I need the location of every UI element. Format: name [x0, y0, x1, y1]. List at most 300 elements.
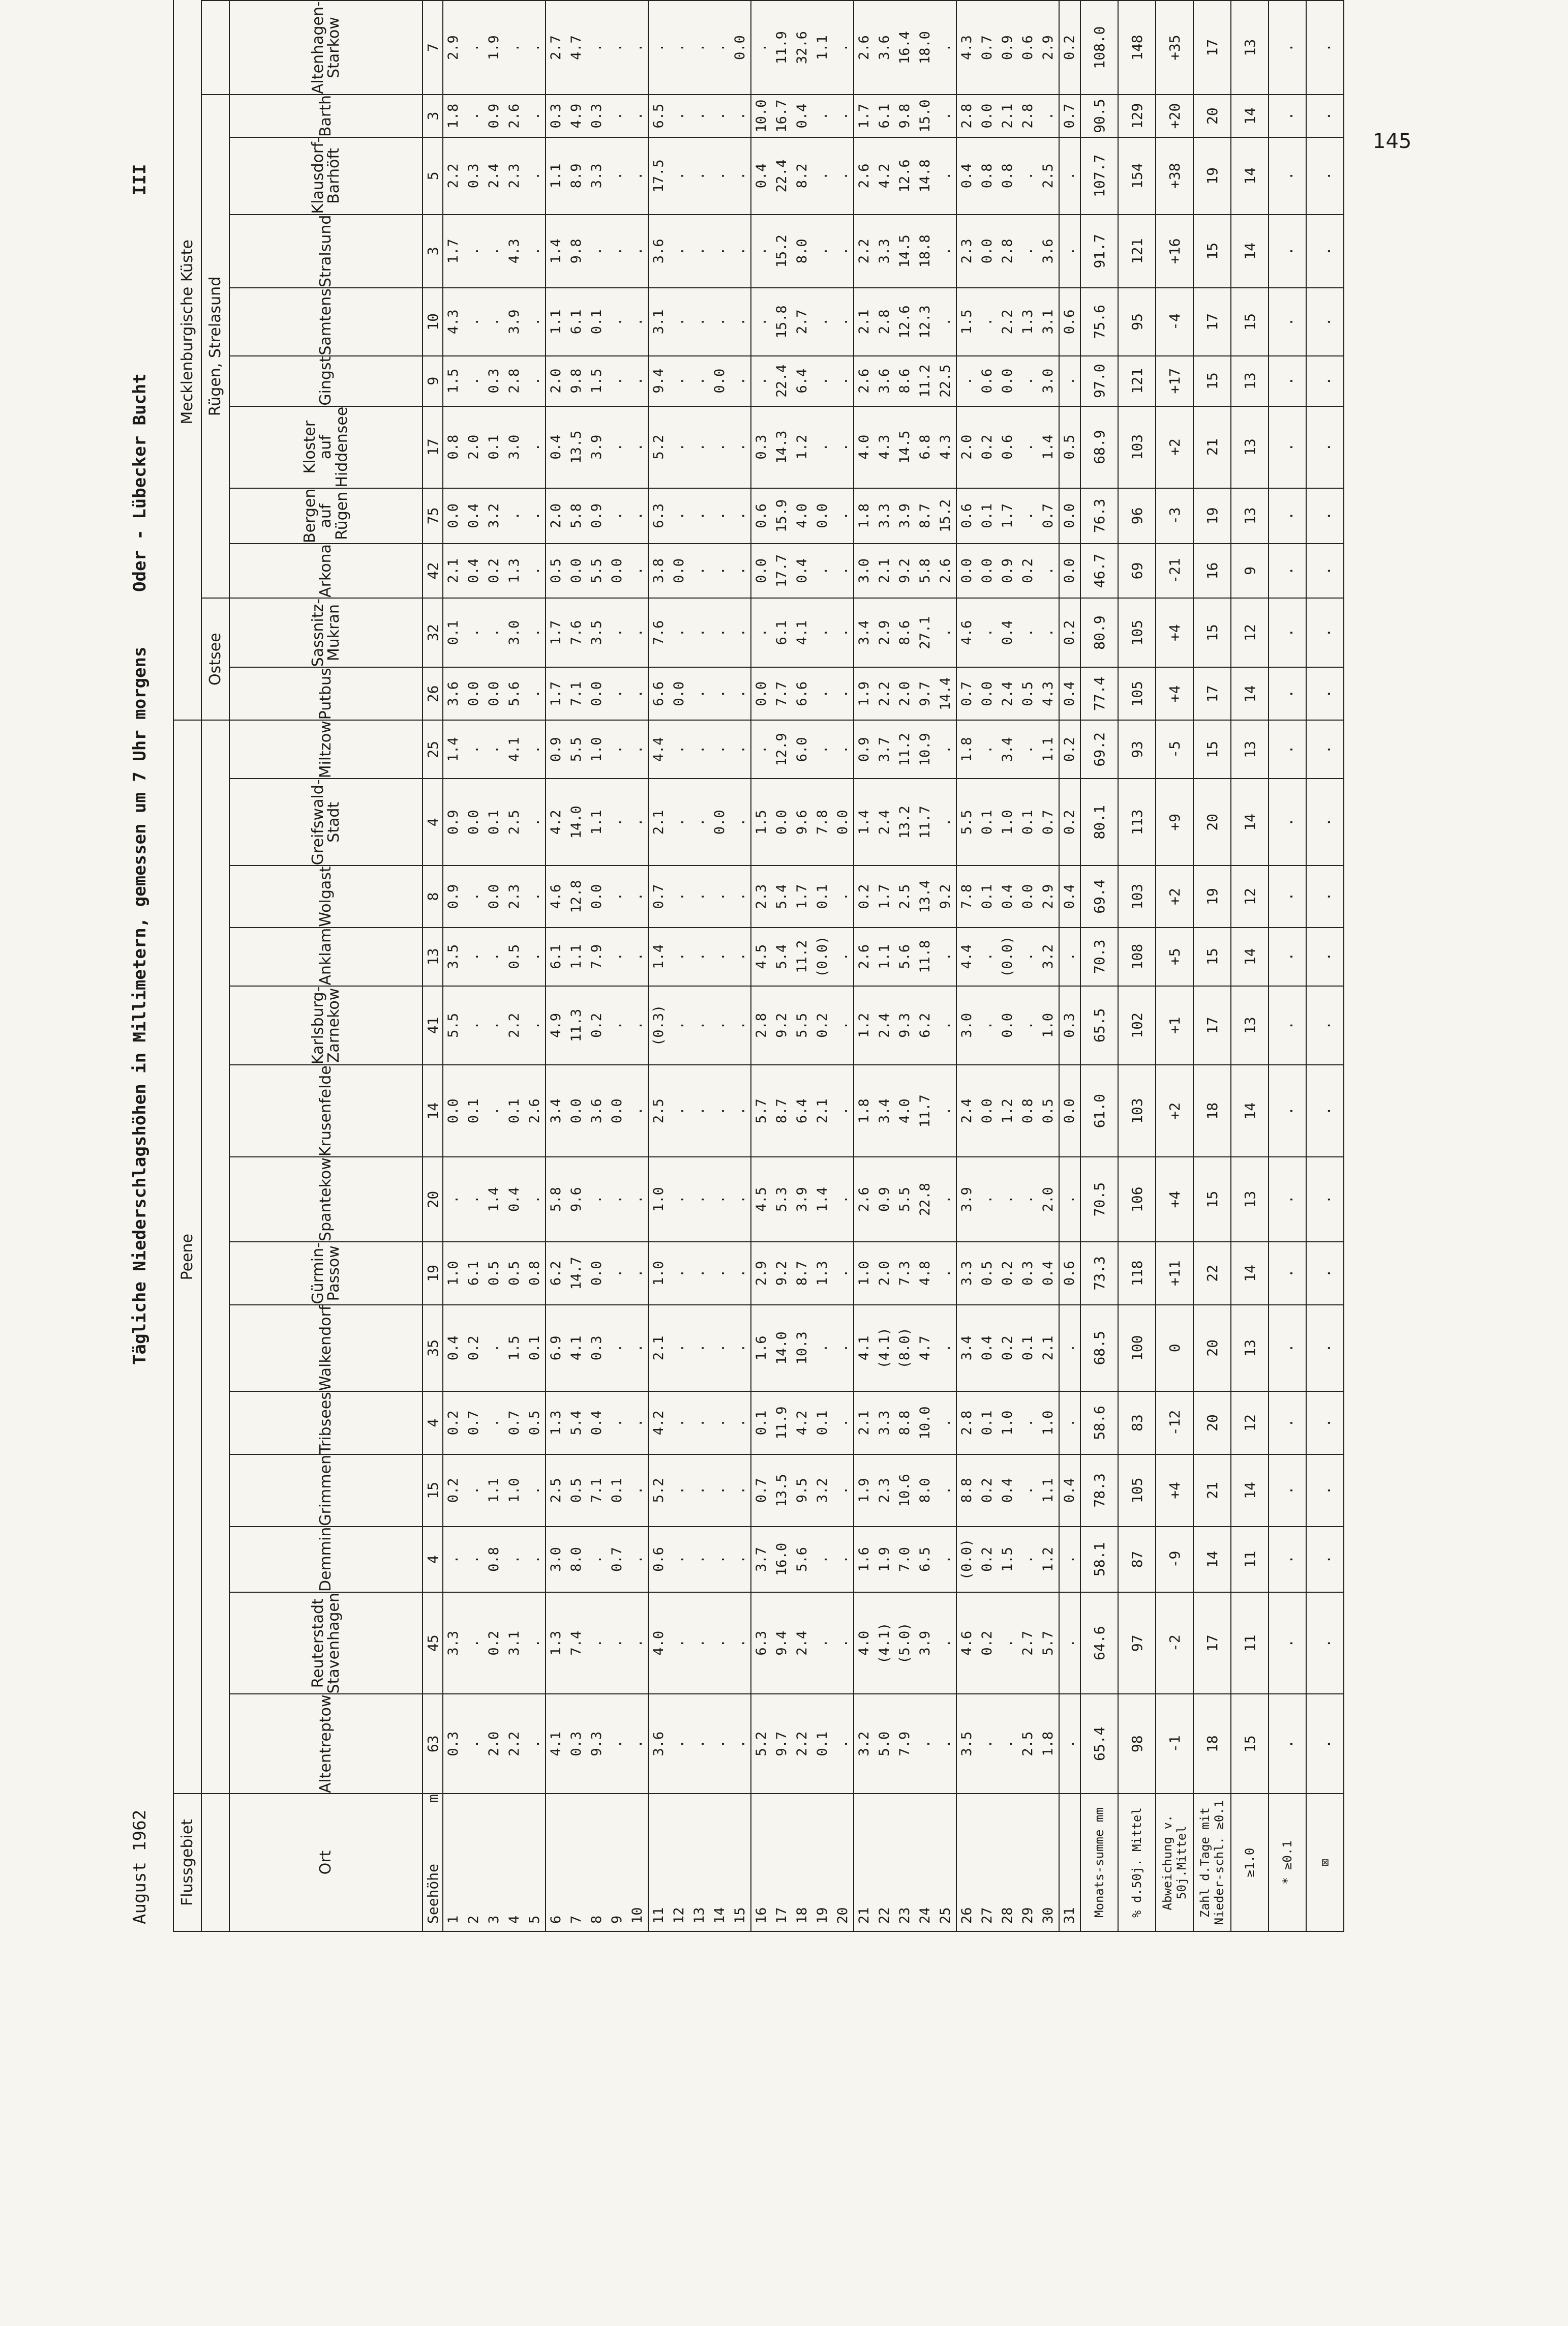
- days-snow-row-value: .: [1269, 667, 1306, 720]
- monthly-sum-row-value: 69.4: [1080, 866, 1118, 927]
- day-value: 1.4 . . 4.1 .: [443, 720, 546, 779]
- percent-mean-row-value: 103: [1118, 406, 1156, 488]
- deviation-row-value: +4: [1156, 1157, 1193, 1242]
- day-value: [1059, 0, 1080, 1]
- day-value: 0.6 . . . .: [648, 1527, 751, 1592]
- percent-mean-row-value: 103: [1118, 866, 1156, 927]
- day-value: 2.1 . . 0.0 .: [648, 779, 751, 866]
- days-box-row-value: .: [1306, 406, 1344, 488]
- days-ge01-row-value: 17: [1193, 288, 1231, 356]
- days-ge10-row-value: 12: [1231, 598, 1269, 667]
- days-snow-row-value: .: [1269, 779, 1306, 866]
- day-value: 3.3 0.5 0.2 0.3 0.4: [956, 1242, 1059, 1304]
- day-value: 2.7 4.7 . . .: [546, 1, 648, 95]
- day-value: .: [1059, 1157, 1080, 1242]
- day-value: 2.3 0.0 2.8 . 3.6: [956, 215, 1059, 288]
- station-name: Greifswald-Stadt: [229, 779, 423, 866]
- days-ge01-row-value: 21: [1193, 406, 1231, 488]
- days-snow-row-value: .: [1269, 1391, 1306, 1454]
- day-value: 1.0 . . . .: [648, 1242, 751, 1304]
- day-value: 1.8 3.3 3.9 8.7 15.2: [854, 488, 956, 544]
- day-label: 16 17 18 19 20: [751, 1794, 854, 1931]
- day-value: 5.5 . . 2.2 .: [443, 986, 546, 1065]
- page-number: 145: [1373, 130, 1412, 153]
- day-value: 0.2: [1059, 1, 1080, 95]
- days-ge10-row-value: 14: [1231, 1065, 1269, 1157]
- day-value: 2.2 0.3 2.4 2.3 .: [443, 137, 546, 214]
- day-value: 6.1 1.1 7.9 . .: [546, 928, 648, 986]
- day-value: 0.2: [1059, 779, 1080, 866]
- deviation-row-value: +38: [1156, 137, 1193, 214]
- days-ge01-row-value: [1193, 0, 1231, 1]
- subgroup-blank: [201, 1794, 229, 1931]
- monthly-sum-row: [1080, 0, 1118, 1931]
- percent-mean-row-value: 97: [1118, 1592, 1156, 1694]
- days-ge01-row-value: 17: [1193, 667, 1231, 720]
- percent-mean-row-value: 105: [1118, 1454, 1156, 1527]
- day-value: 3.4 2.9 8.6 27.1 .: [854, 598, 956, 667]
- station-name: Stralsund: [229, 215, 423, 288]
- monthly-sum-row-label: Monats-summe mm: [1080, 1794, 1118, 1931]
- percent-mean-row-label: % d.50j. Mittel: [1118, 1794, 1156, 1931]
- monthly-sum-row-value: 58.1: [1080, 1527, 1118, 1592]
- days-ge01-row-value: 20: [1193, 1305, 1231, 1392]
- station-name: [229, 0, 423, 1]
- day-value: 2.0 9.8 1.5 . .: [546, 356, 648, 406]
- days-ge10-row-value: 15: [1231, 1694, 1269, 1794]
- percent-mean-row-value: 98: [1118, 1694, 1156, 1794]
- days-ge01-row-value: 15: [1193, 1157, 1231, 1242]
- monthly-sum-row-value: 78.3: [1080, 1454, 1118, 1527]
- days-ge01-row-value: 15: [1193, 720, 1231, 779]
- day-value: 3.0 . 0.0 . 1.0: [956, 986, 1059, 1065]
- days-box-row-value: .: [1306, 137, 1344, 214]
- days-snow-row-value: .: [1269, 544, 1306, 598]
- day-value: . 15.8 2.7 . .: [751, 288, 854, 356]
- days-ge10-row-value: 13: [1231, 1305, 1269, 1392]
- days-ge10-row-value: [1231, 0, 1269, 1]
- day-value: 0.2: [1059, 720, 1080, 779]
- day-value: 0.2: [1059, 598, 1080, 667]
- day-value: 0.2 . 1.1 1.0 .: [443, 1454, 546, 1527]
- day-value: 3.7 16.0 5.6 . .: [751, 1527, 854, 1592]
- days-box-row-value: .: [1306, 356, 1344, 406]
- day-value: 7.8 0.1 0.4 0.0 2.9: [956, 866, 1059, 927]
- day-value: 5.8 9.6 . . .: [546, 1157, 648, 1242]
- deviation-row-value: -21: [1156, 544, 1193, 598]
- day-value: 0.4 22.4 8.2 . .: [751, 137, 854, 214]
- days-snow-row: [1269, 0, 1306, 1931]
- monthly-sum-row-value: 61.0: [1080, 1065, 1118, 1157]
- day-value: [854, 0, 956, 1]
- days-ge01-row-value: 20: [1193, 1391, 1231, 1454]
- station-elevation: 4: [423, 1391, 443, 1454]
- day-value: 4.6 12.8 0.0 . .: [546, 866, 648, 927]
- day-value: 0.3 14.3 1.2 . .: [751, 406, 854, 488]
- station-name: Gingst: [229, 356, 423, 406]
- days-ge01-row-value: 22: [1193, 1242, 1231, 1304]
- percent-mean-row-value: 100: [1118, 1305, 1156, 1392]
- station-name: Grimmen: [229, 1454, 423, 1527]
- day-value: 1.8 3.4 4.0 11.7 .: [854, 1065, 956, 1157]
- percent-mean-row-value: 129: [1118, 95, 1156, 137]
- station-elevation: 75: [423, 488, 443, 544]
- day-value: 1.0 . . . .: [648, 1157, 751, 1242]
- days-ge10-row-value: 11: [1231, 1592, 1269, 1694]
- monthly-sum-row-value: 90.5: [1080, 95, 1118, 137]
- days-ge10-row-value: 13: [1231, 406, 1269, 488]
- station-name: Altentreptow: [229, 1694, 423, 1794]
- day-value: 6.3 9.4 2.4 . .: [751, 1592, 854, 1694]
- day-value: 0.7 13.5 9.5 3.2 .: [751, 1454, 854, 1527]
- day-value: 0.0 0.1 . 0.1 2.6: [443, 1065, 546, 1157]
- day-value: 4.5 5.4 11.2 (0.0) .: [751, 928, 854, 986]
- day-value: 1.8 . 3.4 . 1.1: [956, 720, 1059, 779]
- header-plate: III: [130, 164, 150, 195]
- day-value: . 11.9 32.6 1.1 .: [751, 1, 854, 95]
- days-box-row-value: .: [1306, 928, 1344, 986]
- percent-mean-row-value: 108: [1118, 928, 1156, 986]
- deviation-row-value: -3: [1156, 488, 1193, 544]
- days-snow-row-value: .: [1269, 488, 1306, 544]
- days-ge10-row-value: 14: [1231, 215, 1269, 288]
- days-box-row-label: ⊠: [1306, 1794, 1344, 1931]
- day-value: 0.6 0.1 1.7 . 0.7: [956, 488, 1059, 544]
- day-value: 4.3 0.7 0.9 0.6 2.9: [956, 1, 1059, 95]
- day-value: 0.2 1.7 2.5 13.4 9.2: [854, 866, 956, 927]
- day-value: 9.4 . . 0.0 .: [648, 356, 751, 406]
- day-value: 0.5 0.0 5.5 0.0 .: [546, 544, 648, 598]
- day-value: 1.1 8.9 3.3 . .: [546, 137, 648, 214]
- day-value: 1.7 7.6 3.5 . .: [546, 598, 648, 667]
- monthly-sum-row-value: 68.9: [1080, 406, 1118, 488]
- days-snow-row-value: .: [1269, 1065, 1306, 1157]
- flussgebiet-label: Flussgebiet: [173, 1794, 201, 1931]
- days-ge10-row-label: ≥1.0: [1231, 1794, 1269, 1931]
- day-value: 2.6 1.1 5.6 11.8 .: [854, 928, 956, 986]
- days-ge01-row-label: Zahl d.Tage mit Nieder-schl. ≥0.1: [1193, 1794, 1231, 1931]
- station-elevation: 4: [423, 1527, 443, 1592]
- days-snow-row-value: .: [1269, 986, 1306, 1065]
- day-value: 17.5 . . . .: [648, 137, 751, 214]
- days-ge01-row-value: 18: [1193, 1694, 1231, 1794]
- station-elevation: 63: [423, 1694, 443, 1794]
- deviation-row-value: [1156, 0, 1193, 1]
- day-value: 2.8 0.1 1.0 . 1.0: [956, 1391, 1059, 1454]
- days-ge01-row-value: 15: [1193, 356, 1231, 406]
- day-value: 1.5 . 0.3 2.8 .: [443, 356, 546, 406]
- days-ge10-row-value: 13: [1231, 986, 1269, 1065]
- header-title: Tägliche Niederschlagshöhen in Millimetern, gemessen um 7 Uhr morgens: [130, 646, 150, 1365]
- days-snow-row-value: .: [1269, 95, 1306, 137]
- station-name: Demmin: [229, 1527, 423, 1592]
- day-value: 0.4 13.5 3.9 . .: [546, 406, 648, 488]
- day-value: 1.3 7.4 . . .: [546, 1592, 648, 1694]
- ort-label: Ort: [229, 1794, 423, 1931]
- day-value: 2.9 . 1.9 . .: [443, 1, 546, 95]
- station-name: Putbus: [229, 667, 423, 720]
- day-label: 21 22 23 24 25: [854, 1794, 956, 1931]
- days-box-row-value: .: [1306, 598, 1344, 667]
- day-value: 0.9 0.0 0.1 2.5 .: [443, 779, 546, 866]
- days-box-row-value: .: [1306, 1391, 1344, 1454]
- monthly-sum-row-value: 70.3: [1080, 928, 1118, 986]
- station-elevation: 45: [423, 1592, 443, 1694]
- days-ge01-row-value: 14: [1193, 1527, 1231, 1592]
- percent-mean-row-value: 148: [1118, 1, 1156, 95]
- day-value: 0.7 . . . .: [648, 866, 751, 927]
- days-snow-row-value: .: [1269, 137, 1306, 214]
- day-value: 2.1 0.4 0.2 1.3 .: [443, 544, 546, 598]
- day-value: 4.0 . . . .: [648, 1592, 751, 1694]
- day-value: . . 1.4 0.4 .: [443, 1157, 546, 1242]
- day-value: 4.2 14.0 1.1 . .: [546, 779, 648, 866]
- day-value: 0.6: [1059, 288, 1080, 356]
- days-box-row-value: .: [1306, 1527, 1344, 1592]
- day-value: 0.6: [1059, 1242, 1080, 1304]
- deviation-row-value: +1: [1156, 986, 1193, 1065]
- monthly-sum-row-value: 77.4: [1080, 667, 1118, 720]
- percent-mean-row-value: 105: [1118, 598, 1156, 667]
- day-value: 0.1 11.9 4.2 0.1 .: [751, 1391, 854, 1454]
- day-value: 1.4 2.4 13.2 11.7 .: [854, 779, 956, 866]
- day-value: 6.2 14.7 0.0 . .: [546, 1242, 648, 1304]
- station-name: Klausdorf-Barhöft: [229, 137, 423, 214]
- days-ge10-row-value: 14: [1231, 1454, 1269, 1527]
- days-box-row: [1306, 0, 1344, 1931]
- day-value: 0.6 15.9 4.0 0.0 .: [751, 488, 854, 544]
- day-value: 6.6 0.0 . . .: [648, 667, 751, 720]
- deviation-row-value: -4: [1156, 288, 1193, 356]
- station-name: Barth: [229, 95, 423, 137]
- day-value: . 6.1 4.1 . .: [751, 598, 854, 667]
- deviation-row-value: +2: [1156, 406, 1193, 488]
- percent-mean-row-value: 118: [1118, 1242, 1156, 1304]
- day-value: 0.0: [1059, 1065, 1080, 1157]
- deviation-row-value: +2: [1156, 1065, 1193, 1157]
- station-elevation: 3: [423, 95, 443, 137]
- days-ge10-row-value: 13: [1231, 720, 1269, 779]
- day-value: 2.4 0.0 1.2 0.8 0.5: [956, 1065, 1059, 1157]
- station-elevation: 8: [423, 866, 443, 927]
- monthly-sum-row-value: 73.3: [1080, 1242, 1118, 1304]
- days-ge10-row-value: 11: [1231, 1527, 1269, 1592]
- day-value: 8.8 0.2 0.4 . 1.1: [956, 1454, 1059, 1527]
- days-snow-row-value: .: [1269, 406, 1306, 488]
- day-value: 0.9 5.5 1.0 . .: [546, 720, 648, 779]
- days-ge10-row-value: 13: [1231, 356, 1269, 406]
- station-name: Tribsees: [229, 1391, 423, 1454]
- station-name: Spantekow: [229, 1157, 423, 1242]
- days-snow-row-value: .: [1269, 1242, 1306, 1304]
- deviation-row-value: +9: [1156, 779, 1193, 866]
- days-ge10-row-value: 14: [1231, 667, 1269, 720]
- day-value: [956, 0, 1059, 1]
- day-value: .: [1059, 1391, 1080, 1454]
- station-elevation: 35: [423, 1305, 443, 1392]
- days-ge10-row-value: 13: [1231, 1157, 1269, 1242]
- subgroup-header: [201, 1, 229, 95]
- days-snow-row-value: .: [1269, 215, 1306, 288]
- station-name: Altenhagen-Starkow: [229, 1, 423, 95]
- day-value: 1.9 2.2 2.0 9.7 14.4: [854, 667, 956, 720]
- day-value: 2.6 3.6 16.4 18.0 .: [854, 1, 956, 95]
- days-ge10-row-value: 12: [1231, 866, 1269, 927]
- days-box-row-value: .: [1306, 544, 1344, 598]
- header-date: August 1962: [130, 1809, 150, 1924]
- day-label: 31: [1059, 1794, 1080, 1931]
- day-value: [443, 0, 546, 1]
- subgroup-header: [201, 0, 229, 1]
- monthly-sum-row-value: 108.0: [1080, 1, 1118, 95]
- days-box-row-value: .: [1306, 986, 1344, 1065]
- day-value: [648, 0, 751, 1]
- day-value: 0.4 0.2 . 1.5 0.1: [443, 1305, 546, 1392]
- day-value: .: [1059, 215, 1080, 288]
- day-value: 0.7: [1059, 95, 1080, 137]
- station-elevation: 10: [423, 288, 443, 356]
- deviation-row-value: -12: [1156, 1391, 1193, 1454]
- days-ge10-row-value: 12: [1231, 1391, 1269, 1454]
- days-snow-row-value: .: [1269, 1592, 1306, 1694]
- monthly-sum-row-value: 107.7: [1080, 137, 1118, 214]
- day-value: 2.8 0.0 2.1 2.8 .: [956, 95, 1059, 137]
- seehoehe-unit: m: [424, 1794, 441, 1803]
- deviation-row-value: 0: [1156, 1305, 1193, 1392]
- station-name: Anklam: [229, 928, 423, 986]
- days-snow-row-value: .: [1269, 720, 1306, 779]
- days-snow-row-value: .: [1269, 1454, 1306, 1527]
- day-value: 1.3 5.4 0.4 . .: [546, 1391, 648, 1454]
- day-value: 0.4 0.8 0.8 . 2.5: [956, 137, 1059, 214]
- station-name: Kloster auf Hiddensee: [229, 406, 423, 488]
- deviation-row-value: +11: [1156, 1242, 1193, 1304]
- day-value: 1.7 6.1 9.8 15.0 .: [854, 95, 956, 137]
- deviation-row-label: Abweichung v. 50j.Mittel: [1156, 1794, 1193, 1931]
- group-header: Peene: [173, 720, 201, 1794]
- day-value: 3.8 0.0 . . .: [648, 544, 751, 598]
- days-box-row-value: .: [1306, 1694, 1344, 1794]
- monthly-sum-row-value: [1080, 0, 1118, 1]
- station-elevation: 7: [423, 1, 443, 95]
- day-value: 1.5 0.0 9.6 7.8 0.0: [751, 779, 854, 866]
- day-value: 5.5 0.1 1.0 0.1 0.7: [956, 779, 1059, 866]
- day-value: . 22.4 6.4 . .: [751, 356, 854, 406]
- days-snow-row-value: .: [1269, 866, 1306, 927]
- monthly-sum-row-value: 65.4: [1080, 1694, 1118, 1794]
- days-box-row-value: .: [1306, 288, 1344, 356]
- days-ge01-row-value: 18: [1193, 1065, 1231, 1157]
- deviation-row-value: +17: [1156, 356, 1193, 406]
- day-value: . 12.9 6.0 . .: [751, 720, 854, 779]
- group-header: Mecklenburgische Küste: [173, 0, 201, 720]
- station-elevation: 15: [423, 1454, 443, 1527]
- day-value: 0.8 2.0 0.1 3.0 .: [443, 406, 546, 488]
- days-ge01-row-value: 19: [1193, 866, 1231, 927]
- monthly-sum-row-value: 75.6: [1080, 288, 1118, 356]
- percent-mean-row-value: 113: [1118, 779, 1156, 866]
- day-value: [751, 0, 854, 1]
- percent-mean-row: [1118, 0, 1156, 1931]
- days-ge10-row-value: 15: [1231, 288, 1269, 356]
- day-value: 1.1 6.1 0.1 . .: [546, 288, 648, 356]
- day-value: .: [1059, 1527, 1080, 1592]
- day-value: 4.5 5.3 3.9 1.4 .: [751, 1157, 854, 1242]
- deviation-row-value: +5: [1156, 928, 1193, 986]
- day-value: 1.2 2.4 9.3 6.2 .: [854, 986, 956, 1065]
- days-snow-row-value: .: [1269, 1305, 1306, 1392]
- day-value: 6.3 . . . .: [648, 488, 751, 544]
- deviation-row-value: +4: [1156, 598, 1193, 667]
- monthly-sum-row-value: 58.6: [1080, 1391, 1118, 1454]
- days-ge10-row-value: 14: [1231, 137, 1269, 214]
- day-value: 3.0 2.1 9.2 5.8 2.6: [854, 544, 956, 598]
- day-value: 3.2 5.0 7.9 . .: [854, 1694, 956, 1794]
- station-name: Gürmin-Passow: [229, 1242, 423, 1304]
- day-value: 5.2 9.7 2.2 0.1 .: [751, 1694, 854, 1794]
- day-value: 6.9 4.1 0.3 . .: [546, 1305, 648, 1392]
- day-value: 6.5 . . . .: [648, 95, 751, 137]
- days-box-row-value: .: [1306, 1, 1344, 95]
- day-value: 3.4 0.0 3.6 0.0 .: [546, 1065, 648, 1157]
- day-value: 1.4 . . . .: [648, 928, 751, 986]
- percent-mean-row-value: 95: [1118, 288, 1156, 356]
- day-value: 3.3 . 0.2 3.1 .: [443, 1592, 546, 1694]
- percent-mean-row-value: 102: [1118, 986, 1156, 1065]
- days-ge01-row-value: 20: [1193, 95, 1231, 137]
- monthly-sum-row-value: 97.0: [1080, 356, 1118, 406]
- day-value: 3.0 8.0 . 0.7 .: [546, 1527, 648, 1592]
- days-snow-row-value: .: [1269, 1, 1306, 95]
- day-value: 3.9 . . . 2.0: [956, 1157, 1059, 1242]
- day-value: 5.2 . . . .: [648, 1454, 751, 1527]
- day-value: 0.0 17.7 0.4 . .: [751, 544, 854, 598]
- day-value: . 0.6 0.0 . 3.0: [956, 356, 1059, 406]
- deviation-row-value: -5: [1156, 720, 1193, 779]
- percent-mean-row-value: 103: [1118, 1065, 1156, 1157]
- station-name: Krusenfelde: [229, 1065, 423, 1157]
- day-value: 2.0 5.8 0.9 . .: [546, 488, 648, 544]
- days-ge10-row-value: 14: [1231, 928, 1269, 986]
- station-elevation: 20: [423, 1157, 443, 1242]
- days-ge10-row-value: 9: [1231, 544, 1269, 598]
- day-value: 0.4: [1059, 1454, 1080, 1527]
- day-value: 2.6 3.6 8.6 11.2 22.5: [854, 356, 956, 406]
- day-value: 10.0 16.7 0.4 . .: [751, 95, 854, 137]
- station-elevation: 32: [423, 598, 443, 667]
- days-ge10-row: [1231, 0, 1269, 1931]
- day-value: 4.0 4.3 14.5 6.8 4.3: [854, 406, 956, 488]
- days-box-row-value: .: [1306, 1305, 1344, 1392]
- day-value: .: [1059, 356, 1080, 406]
- day-value: 0.7 0.0 2.4 0.5 4.3: [956, 667, 1059, 720]
- day-value: 2.5 . . . .: [648, 1065, 751, 1157]
- percent-mean-row-value: 87: [1118, 1527, 1156, 1592]
- day-label: 6 7 8 9 10: [546, 1794, 648, 1931]
- day-value: 0.4: [1059, 866, 1080, 927]
- days-snow-row-label: * ≥0.1: [1269, 1794, 1306, 1931]
- day-value: 1.7 7.1 0.0 . .: [546, 667, 648, 720]
- day-value: .: [1059, 1694, 1080, 1794]
- day-value: 2.1 . . . .: [648, 1305, 751, 1392]
- percent-mean-row-value: 121: [1118, 215, 1156, 288]
- deviation-row-value: +16: [1156, 215, 1193, 288]
- station-elevation: 19: [423, 1242, 443, 1304]
- subgroup-header: [201, 720, 229, 1794]
- days-snow-row-value: .: [1269, 1157, 1306, 1242]
- day-value: 0.3: [1059, 986, 1080, 1065]
- days-box-row-value: [1306, 0, 1344, 1]
